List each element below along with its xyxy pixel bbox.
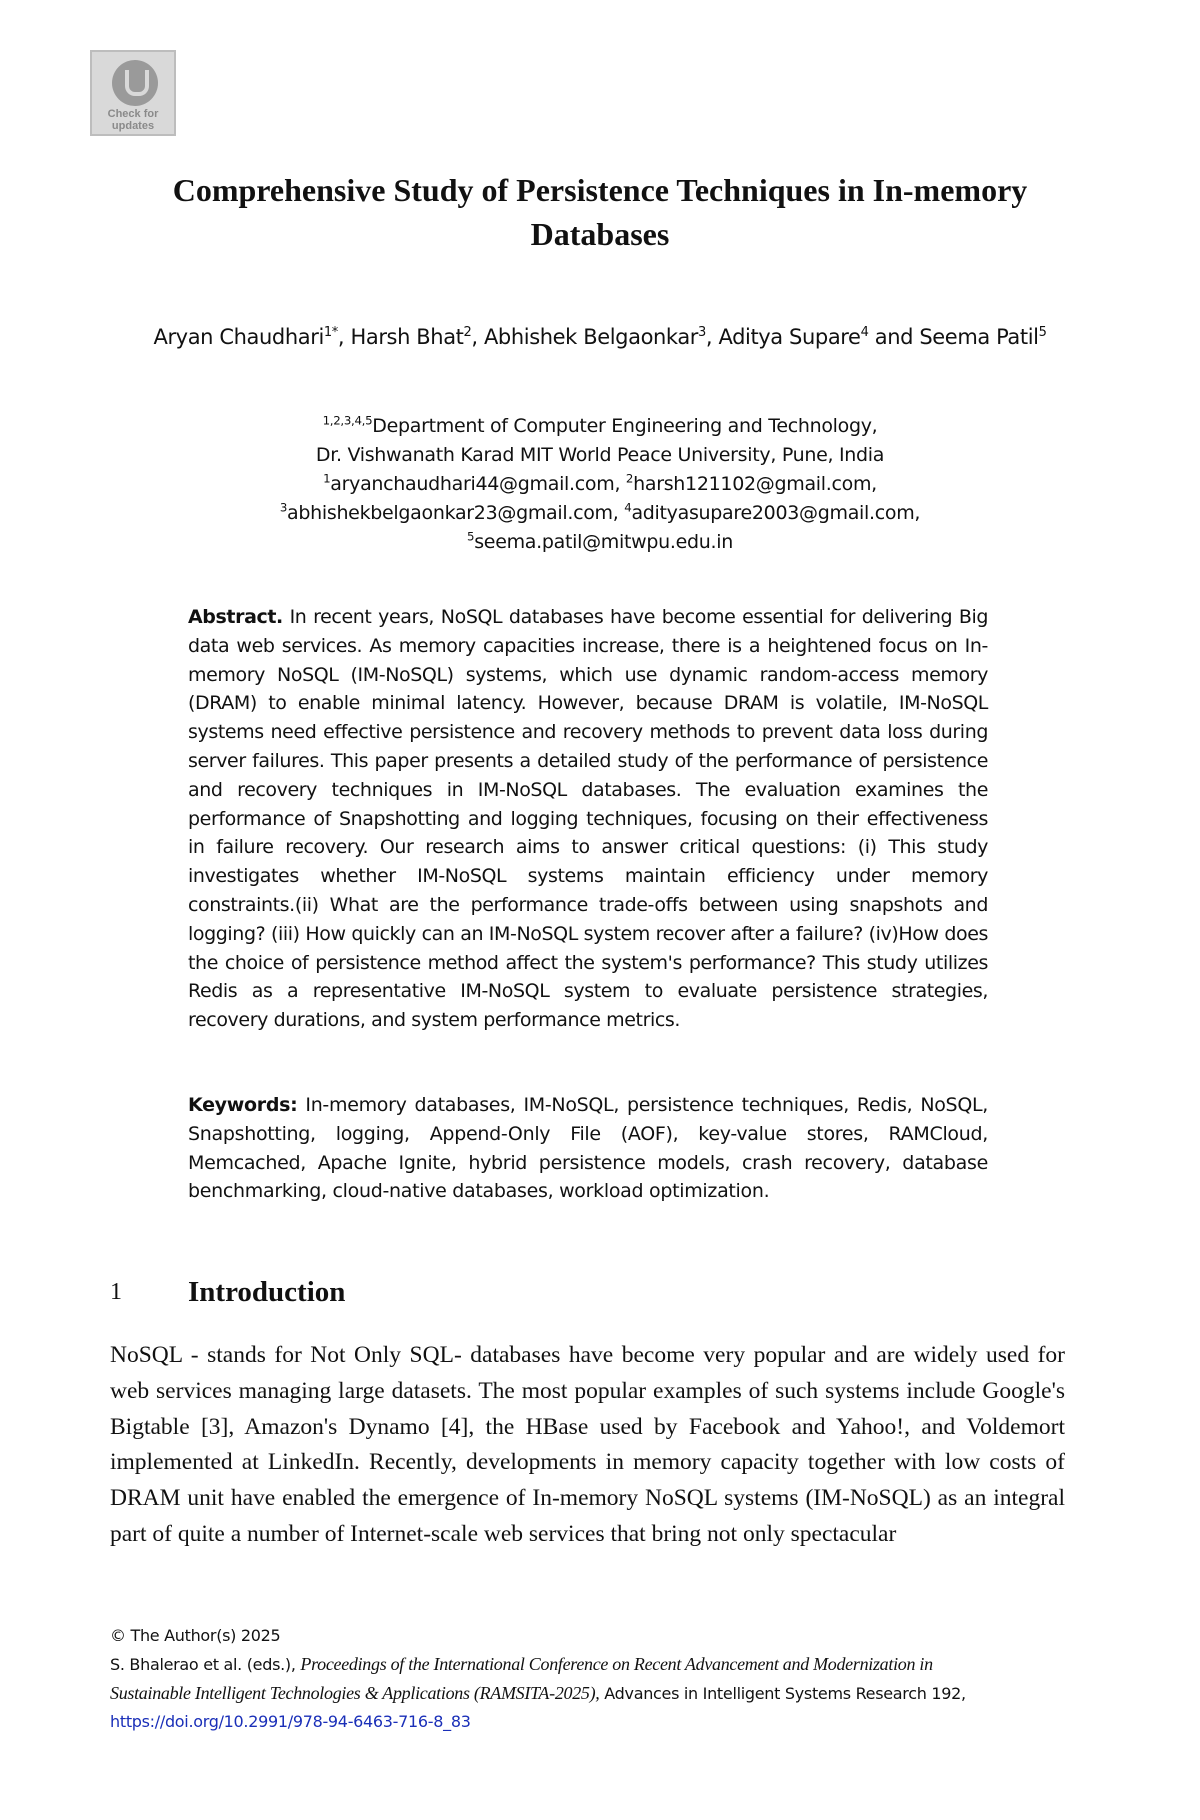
copyright-line: © The Author(s) 2025 [110, 1626, 281, 1645]
abstract-text: In recent years, NoSQL databases have become essential for delivering Big data web services. As memory capacities increase, there is a heightened focus on In-memory NoSQL (IM-NoSQL) systems, which use dynamic random-access memory (DRAM) to enable minimal latency. However, because DRAM is volatile, IM-NoSQL systems need effective persistence and recovery methods to prevent data loss during server failures. This paper presents a detailed study of the performance of persistence and recovery techniques in IM-NoSQL databases. The evaluation examines the performance of Snapshotting and logging techniques, focusing on their effectiveness in failure recovery. Our research aims to answer critical questions: (i) This study investigates whether IM-NoSQL systems maintain efficiency under memory constraints.(ii) What are the performance trade-offs between using snapshots and logging? (iii) How quickly can an IM-NoSQL system recover after a failure? (iv)How does the choice of persistence method affect the system's performance? This study utilizes Redis as a representative IM-NoSQL system to evaluate persistence strategies, recovery durations, and system performance metrics. [188, 606, 989, 1032]
university: Dr. Vishwanath Karad MIT World Peace University, Pune, India [315, 444, 885, 466]
author-name: Seema Patil [919, 325, 1039, 349]
author-sup: 1* [323, 325, 338, 340]
crossmark-icon [112, 60, 158, 106]
email-link[interactable]: abhishekbelgaonkar23@gmail.com, [287, 502, 625, 524]
introduction-paragraph: NoSQL - stands for Not Only SQL- databases have become very popular and are widely used for web services managing large datasets. The most popular examples of such systems include Google's Bigtable [3], Amazon's Dynamo [4], the HBase used by Facebook and Yahoo!, and Voldemort implemented at LinkedIn. Recently, developments in memory capacity together with low costs of DRAM unit have enabled the emergence of In-memory NoSQL systems (IM-NoSQL) as an integral part of quite a number of Internet-scale web services that bring not only spectacular [110, 1342, 1065, 1547]
doi-line [110, 1708, 1010, 1736]
email-link[interactable]: seema.patil@mitwpu.edu.in [474, 531, 733, 553]
email-line: $^3$abhishekbelgaonkar23@gmail.com, $^4$adityasupare2003@gmail.com, [279, 500, 921, 524]
author-list: Aryan Chaudhari$^{1*}$, Harsh Bhat$^2$, Abhishek Belgaonkar$^3$, Aditya Supare$^4$ and Seema Patil$^5$ [153, 325, 1047, 349]
email-link[interactable]: harsh121102@gmail.com, [633, 473, 877, 495]
proceedings-title: Proceedings of the International Conference on Recent Advancement and Modernization in Sustainable Intelligent Technologies & Applications (RAMSITA-2025), [110, 1654, 933, 1703]
email-line: $^1$aryanchaudhari44@gmail.com, $^2$harsh121102@gmail.com, [323, 471, 877, 495]
email-link[interactable]: aryanchaudhari44@gmail.com, [330, 473, 626, 495]
section-title: Introduction [188, 1276, 346, 1308]
paper-title: Comprehensive Study of Persistence Techniques in In-memory Databases [172, 172, 1028, 252]
author-name: Harsh Bhat [350, 325, 464, 349]
author-sup: 4 [860, 325, 869, 340]
keywords-text: In-memory databases, IM-NoSQL, persistence techniques, Redis, NoSQL, Snapshotting, logging, Append-Only File (AOF), key-value stores, RAMCloud, Memcached, Apache Ignite, hybrid persistence models, crash recovery, database benchmarking, cloud-native databases, workload optimization. [188, 1094, 988, 1203]
footer-notice [110, 1622, 1010, 1736]
citation-line: S. Bhalerao et al. (eds.), Proceedings of the International Conference on Recent Advancement and Modernization in Sustainable Intelligent Technologies & Applications (RAMSITA-2025), Advances in Intelligent Systems Research 192, [110, 1654, 966, 1703]
abstract [188, 603, 988, 1035]
keywords-label: Keywords: [188, 1094, 298, 1116]
author-name: Aditya Supare [718, 325, 861, 349]
keywords [188, 1091, 988, 1206]
author-sup: 5 [1038, 325, 1047, 340]
affiliation-block [160, 412, 1040, 557]
author-name: Aryan Chaudhari [153, 325, 324, 349]
author-sup: 2 [463, 325, 472, 340]
check-for-updates-badge[interactable] [90, 50, 176, 136]
abstract-label: Abstract. [188, 606, 283, 628]
section-number: 1 [110, 1279, 122, 1305]
doi-link[interactable]: https://doi.org/10.2991/978-94-6463-716-8_83 [110, 1712, 471, 1731]
badge-text: Check for updates [107, 108, 159, 132]
author-name: Abhishek Belgaonkar [483, 325, 699, 349]
author-sup: 3 [698, 325, 706, 340]
department: $^{1,2,3,4,5}$Department of Computer Engineering and Technology, [322, 413, 878, 437]
email-link[interactable]: adityasupare2003@gmail.com, [631, 502, 921, 524]
email-line: $^5$seema.patil@mitwpu.edu.in [467, 529, 733, 553]
